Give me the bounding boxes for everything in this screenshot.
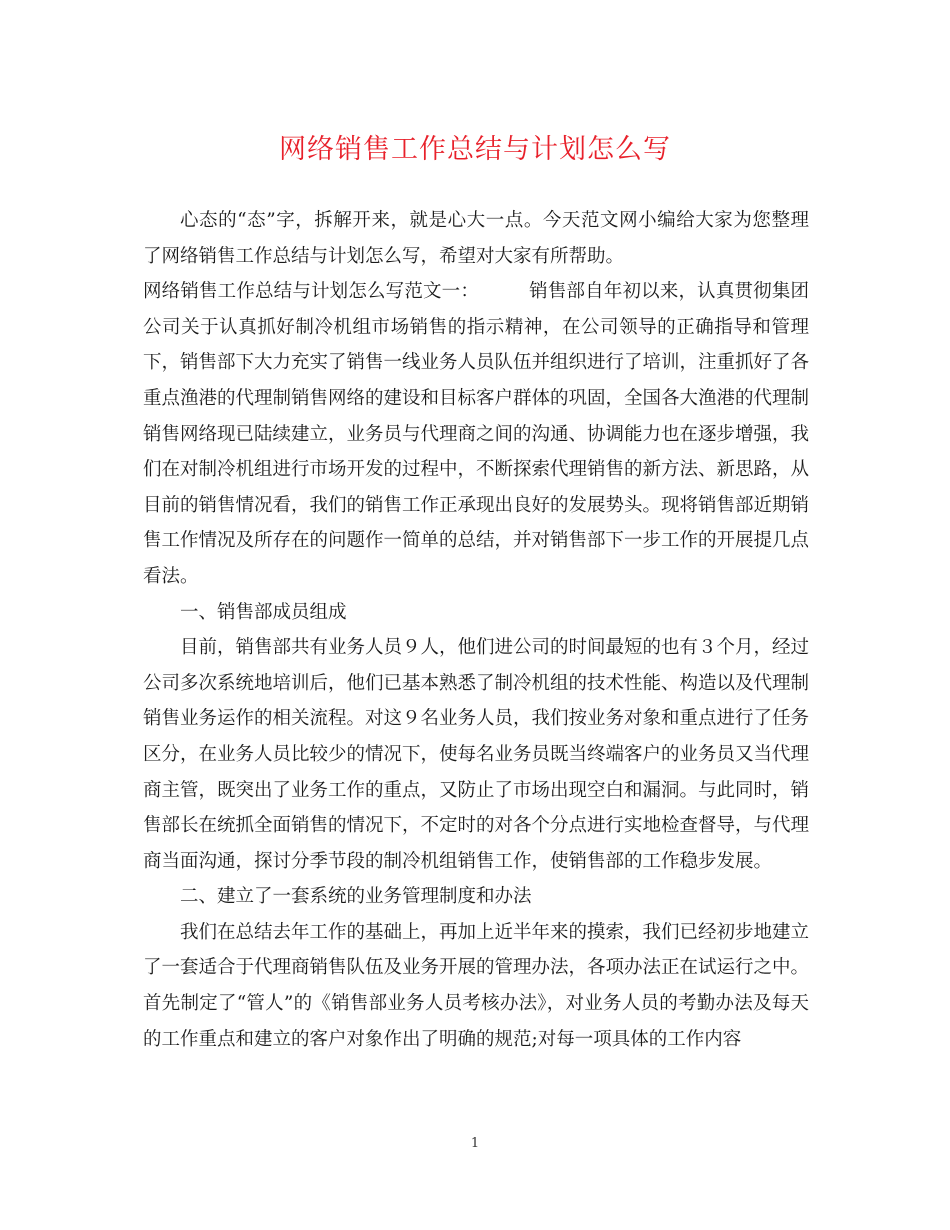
section1-heading: 一、销售部成员组成 xyxy=(180,601,347,623)
example-heading: 网络销售工作总结与计划怎么写范文一： xyxy=(143,281,479,303)
page-number: 1 xyxy=(470,1136,480,1151)
example-paragraph xyxy=(143,274,809,594)
example-lead: 销售部自年初以来，认真贯彻集团公司关于认真抓好制冷机组市场销售的指示精神，在公司领导的正确指导和管理下，销售部下大力充实了销售一线业务人员队伍并组织进行了培训，注重抓好了各重点渔港的代理制销售网络的建设和目标客户群体的巩固，全国各大渔港的代理制销售网络现已陆续建立，业务员与代理商之间的沟通、协调能力也在逐步增强，我们在对制冷机组进行市场开发的过程中，不断探索代理销售的新方法、新思路，从目前的销售情况看，我们的销售工作正承现出良好的发展势头。现将销售部近期销售工作情况及所存在的问题作一简单的总结，并对销售部下一步工作的开展提几点看法。 xyxy=(143,281,810,587)
section2-paragraph: 我们在总结去年工作的基础上，再加上近半年来的摸索，我们已经初步地建立了一套适合于代理商销售队伍及业务开展的管理办法，各项办法正在试运行之中。首先制定了“管人”的《销售部业务人员考核办法》，对业务人员的考勤办法及每天的工作重点和建立的客户对象作出了明确的规范;对每一项具体的工作内容 xyxy=(143,921,810,1050)
section1-paragraph: 目前，销售部共有业务人员９人，他们进公司的时间最短的也有３个月，经过公司多次系统地培训后，他们已基本熟悉了制冷机组的技术性能、构造以及代理制销售业务运作的相关流程。对这９名业务人员，我们按业务对象和重点进行了任务区分，在业务人员比较少的情况下，使每名业务员既当终端客户的业务员又当代理商主管，既突出了业务工作的重点，又防止了市场出现空白和漏洞。与此同时，销售部长在统抓全面销售的情况下，不定时的对各个分点进行实地检查督导，与代理商当面沟通，探讨分季节段的制冷机组销售工作，使销售部的工作稳步发展。 xyxy=(143,637,810,872)
document-title: 网络销售工作总结与计划怎么写 xyxy=(279,134,671,165)
section2-heading: 二、建立了一套系统的业务管理制度和办法 xyxy=(180,886,532,908)
document-body xyxy=(143,203,809,1057)
intro-paragraph: 心态的“态”字，拆解开来，就是心大一点。今天范文网小编给大家为您整理了网络销售工作总结与计划怎么写，希望对大家有所帮助。 xyxy=(143,210,809,267)
